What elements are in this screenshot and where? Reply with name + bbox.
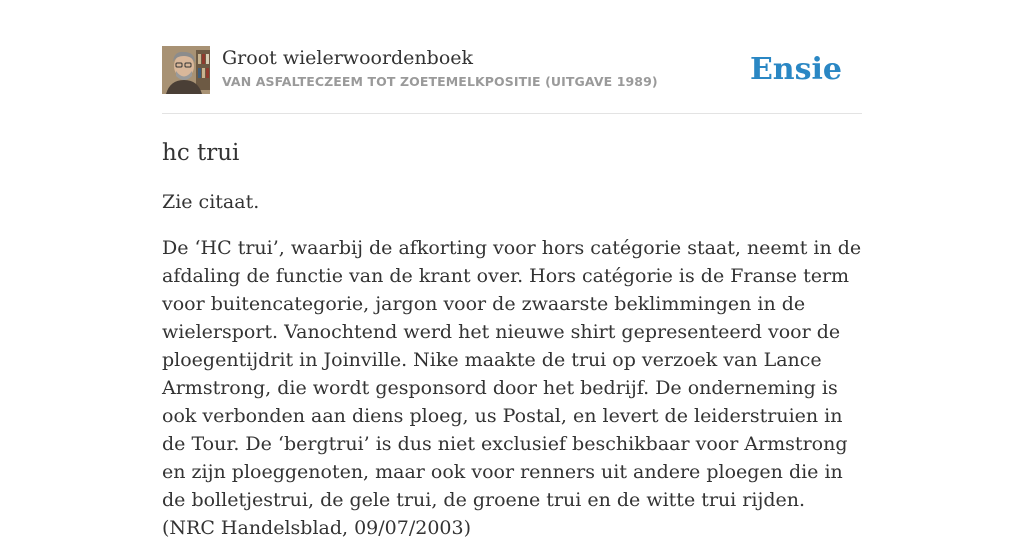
author-avatar[interactable] — [162, 46, 210, 94]
page-header — [162, 46, 862, 96]
header-divider — [162, 113, 862, 114]
book-title[interactable]: Groot wielerwoordenboek — [222, 47, 474, 69]
entry-definition: Zie citaat. — [162, 191, 260, 213]
book-subtitle: VAN ASFALTECZEEM TOT ZOETEMELKPOSITIE (UITGAVE 1989) — [222, 74, 658, 89]
entry-term: hc trui — [162, 140, 240, 166]
entry-quote: De ‘HC trui’, waarbij de afkorting voor hors catégorie staat, neemt in de afdaling de functie van de krant over. Hors catégorie is de Franse term voor buitencategorie, jargon voor de zwaarste beklimmingen in de wielersport. Vanochtend werd het nieuwe shirt gepresenteerd voor de ploegentijdrit in Joinville. Nike maakte de trui op verzoek van Lance Armstrong, die wordt gesponsord door het bedrijf. De onderneming is ook verbonden aan diens ploeg, us Postal, en levert de leiderstruien in de Tour. De ‘bergtrui’ is dus niet exclusief beschikbaar voor Armstrong en zijn ploeggenoten, maar ook voor renners uit andere ploegen die in de bolletjestrui, de gele trui, de groene trui en de witte trui rijden. (NRC Handelsblad, 09/07/2003) — [162, 237, 862, 539]
dictionary-entry — [162, 136, 862, 560]
ensie-logo[interactable]: Ensie — [749, 52, 842, 87]
author-portrait-icon — [162, 46, 210, 94]
